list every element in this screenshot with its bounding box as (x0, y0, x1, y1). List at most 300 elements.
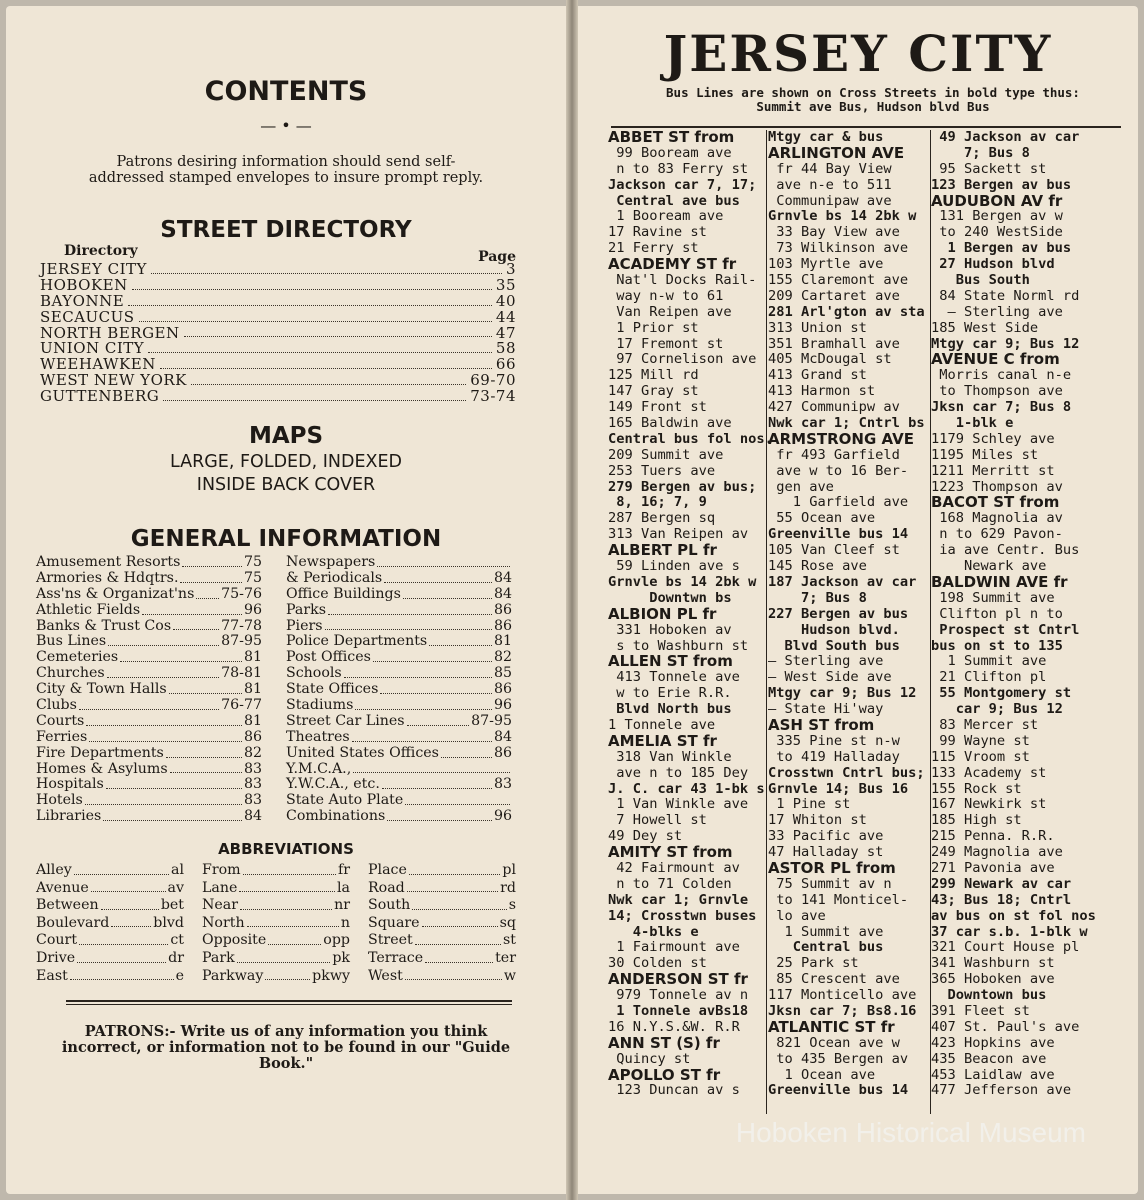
street-entry-line: 209 Summit ave (608, 446, 724, 463)
abbreviation-entry (202, 950, 350, 968)
abbreviation-word: Alley (36, 862, 72, 878)
street-entry-line: 271 Pavonia ave (931, 859, 1055, 876)
info-page: 86 (493, 744, 512, 761)
street-entry-line: 365 Hoboken ave (931, 971, 1055, 988)
street-entry-line: 21 Ferry st (608, 240, 699, 257)
abbreviation-word: Avenue (36, 879, 89, 896)
info-name: Amusement Resorts (36, 554, 181, 570)
info-entry (36, 809, 262, 825)
street-entry-line: 427 Communipw av (768, 399, 900, 416)
street-entry-line: 43; Bus 18; Cntrl (931, 891, 1072, 908)
street-entry-line: 17 Fremont st (608, 335, 724, 352)
street-entry-line: 979 Tonnele av n (608, 987, 749, 1004)
street-entry-line: bus on st to 135 (931, 637, 1063, 654)
abbreviation-value: pk (332, 949, 350, 966)
info-page: 81 (243, 649, 262, 666)
info-entry (286, 730, 512, 746)
info-page: 76-77 (221, 697, 262, 714)
general-info-left-column (36, 555, 262, 825)
street-entry-line: av bus on st fol nos (931, 907, 1096, 924)
street-entry-line: fr 44 Bay View (768, 160, 892, 177)
street-entry-line: Mtgy car & bus (768, 129, 884, 145)
info-page: 78-81 (221, 665, 262, 682)
info-page: 84 (493, 569, 512, 586)
street-entry-line: 215 Penna. R.R. (931, 828, 1055, 845)
street-entry-line: Grnvle bs 14 2bk w (608, 573, 757, 590)
info-name: Stadiums (286, 697, 354, 714)
street-entry-line: 73 Wilkinson ave (768, 240, 909, 257)
street-entry-line: 185 High st (931, 812, 1022, 829)
info-entry (36, 777, 262, 793)
dot-leader (184, 326, 492, 338)
street-entry-line: 21 Clifton pl (931, 669, 1047, 686)
info-name: Piers (286, 617, 323, 634)
abbreviation-word: Place (368, 862, 407, 878)
street-entry-line: w to Erie R.R. (608, 685, 732, 702)
abbreviation-entry (36, 862, 184, 880)
street-entry-heading: AUDUBON AV fr (931, 191, 1063, 210)
dot-leader (325, 619, 492, 631)
street-entry-line: gen ave (768, 478, 834, 495)
jersey-city-page (578, 6, 1138, 1194)
footer-rule (66, 1000, 512, 1005)
abbreviation-entry (36, 880, 184, 898)
street-entry-line: 37 car s.b. 1-blk w (931, 923, 1088, 940)
info-entry (36, 714, 262, 730)
street-column-2 (768, 130, 933, 1099)
abbreviations-column-2 (202, 862, 350, 985)
street-entry-line: to 141 Monticel- (768, 891, 909, 908)
street-entry-line: 33 Bay View ave (768, 224, 900, 241)
street-entry-line: 49 Jackson av car (931, 129, 1080, 145)
info-name: Courts (36, 712, 85, 729)
street-entry-heading: AMELIA ST fr (608, 731, 717, 750)
abbreviation-entry (368, 862, 516, 880)
street-entry-line: Greenville bus 14 (768, 1082, 909, 1099)
info-name: Bus Lines (36, 633, 107, 650)
street-entry-line: 1 Prior st (608, 319, 699, 336)
street-entry-line: ia ave Centr. Bus (931, 542, 1080, 559)
street-directory-title: STREET DIRECTORY (160, 217, 412, 243)
abbreviation-entry (202, 897, 350, 915)
street-entry-line: 279 Bergen av bus; (608, 478, 757, 495)
contents-page (6, 6, 566, 1194)
abbreviation-entry (368, 932, 516, 950)
street-entry-heading: BACOT ST from (931, 493, 1060, 512)
info-entry (36, 730, 262, 746)
dot-leader (151, 262, 502, 274)
street-entry-line: Jksn car 7; Bus 8 (931, 399, 1072, 416)
info-entry (286, 809, 512, 825)
dot-leader (239, 880, 335, 893)
street-entry-line: 331 Hoboken av (608, 621, 732, 638)
street-entry-line: 281 Arl'gton av sta (768, 303, 925, 320)
info-name: Post Offices (286, 649, 371, 666)
directory-page: 73-74 (470, 387, 516, 406)
info-page: 77-78 (221, 617, 262, 634)
street-entry-line: 405 McDougal st (768, 351, 892, 368)
dot-leader (243, 862, 336, 875)
street-entry-line: — West Side ave (768, 669, 892, 686)
street-entry-line: 115 Vroom st (931, 748, 1030, 765)
general-info-right-column (286, 555, 512, 825)
street-entry-line: 123 Duncan av s (608, 1082, 740, 1099)
info-name: Y.M.C.A., (286, 760, 352, 777)
street-entry-line: 42 Fairmount av (608, 859, 740, 876)
directory-name: BAYONNE (40, 291, 125, 310)
dot-leader (101, 897, 159, 910)
dot-leader (268, 932, 321, 945)
abbreviation-word: Terrace (368, 949, 424, 966)
street-entry-line: 99 Booream ave (608, 144, 732, 161)
street-entry-line: 413 Grand st (768, 367, 867, 384)
info-entry (286, 762, 512, 778)
street-entry-line: 131 Bergen av w (931, 208, 1063, 225)
abbreviation-entry (368, 950, 516, 968)
info-entry (36, 746, 262, 762)
street-entry-line: Grnvle 14; Bus 16 (768, 780, 909, 797)
info-page: 83 (493, 776, 512, 793)
street-entry-line: 1223 Thompson av (931, 478, 1063, 495)
street-entry-line: 165 Baldwin ave (608, 415, 732, 432)
street-entry-heading: ABBET ST from (608, 128, 735, 146)
dot-leader (328, 603, 492, 615)
abbreviation-word: Park (202, 949, 235, 966)
info-entry (286, 682, 512, 698)
abbreviation-entry (36, 897, 184, 915)
street-entry-line: 97 Cornelison ave (608, 351, 757, 368)
dot-leader (128, 294, 492, 306)
street-entry-line: Central ave bus (608, 192, 740, 209)
street-entry-line: 25 Park st (768, 955, 859, 972)
info-page: 82 (243, 744, 262, 761)
street-entry-line: 391 Fleet st (931, 1002, 1030, 1019)
street-entry-line: 149 Front st (608, 399, 707, 416)
info-name: Schools (286, 665, 342, 682)
dot-leader (142, 603, 242, 615)
street-column-3 (931, 130, 1111, 1099)
street-entry-line: 1 Bergen av bus (931, 240, 1072, 257)
street-entry-line: Central bus fol nos. (608, 430, 773, 447)
abbreviation-word: South (368, 897, 411, 914)
abbreviation-word: Between (36, 897, 99, 914)
info-page: 81 (493, 633, 512, 650)
street-column-1 (608, 130, 778, 1099)
info-page: 75-76 (221, 585, 262, 602)
directory-page: 69-70 (470, 371, 516, 390)
bus-note-line-2: Summit ave Bus, Hudson blvd Bus (756, 99, 990, 114)
street-entry-line: 1-blk e (931, 415, 1014, 432)
abbreviation-word: Parkway (202, 967, 264, 984)
street-entry-line: 1 Van Winkle ave (608, 796, 749, 813)
street-entry-line: 14; Crosstwn buses (608, 907, 757, 924)
info-page: 82 (493, 649, 512, 666)
street-entry-line: 75 Summit av n (768, 875, 892, 892)
street-entry-line: 1 Pine st (768, 796, 851, 813)
directory-page: 44 (495, 307, 516, 326)
street-entry-line: lo ave (768, 907, 826, 924)
info-entry (36, 762, 262, 778)
info-name: Hotels (36, 792, 83, 809)
abbreviation-word: Road (368, 879, 405, 896)
book-spine (566, 0, 578, 1200)
dot-leader (441, 746, 492, 758)
directory-name: WEST NEW YORK (40, 371, 187, 390)
street-entry-line: way n-w to 61 (608, 287, 724, 304)
maps-text (6, 451, 566, 497)
street-entry-line: 17 Ravine st (608, 224, 707, 241)
info-name: Ferries (36, 728, 88, 745)
street-entry-heading: ANDERSON ST fr (608, 970, 748, 989)
street-entry-heading: BALDWIN AVE fr (931, 572, 1068, 591)
patrons-footer: PATRONS:- Write us of any information you think incorrect, or information not to be found in our "Guide Book." (61, 1023, 511, 1072)
dot-leader (108, 634, 219, 646)
street-entry-line: 477 Jefferson ave (931, 1082, 1072, 1099)
street-entry-line: Quincy st (608, 1050, 691, 1067)
dot-leader (120, 650, 242, 662)
info-entry (286, 555, 512, 571)
street-entry-line: 313 Van Reipen av (608, 526, 749, 543)
info-name: Parks (286, 601, 327, 618)
abbreviation-word: Lane (202, 879, 238, 896)
abbreviation-value: sq (499, 914, 516, 931)
dot-leader (407, 714, 470, 726)
street-entry-line: 198 Summit ave (931, 589, 1055, 606)
info-name: Armories & Hdqtrs. (36, 569, 179, 586)
info-page: 87-95 (471, 712, 512, 729)
street-entry-line: 1 Booream ave (608, 208, 724, 225)
abbreviation-value: blvd (153, 914, 184, 931)
page-column-label: Page (478, 249, 516, 265)
info-entry (286, 619, 512, 635)
street-entry-line: fr 493 Garfield (768, 446, 900, 463)
street-entry-line: Prospect st Cntrl (931, 621, 1080, 638)
dot-leader (103, 809, 242, 821)
street-entry-line: 1 Tonnele avBs18 (608, 1002, 749, 1019)
street-entry-line: Mtgy car 9; Bus 12 (768, 685, 917, 702)
street-entry-line: 83 Mercer st (931, 716, 1039, 733)
maps-title: MAPS (248, 423, 324, 449)
dot-leader (163, 389, 466, 401)
street-entry-line: Blvd South bus (768, 637, 900, 654)
dot-leader (403, 587, 492, 599)
info-name: State Auto Plate (286, 792, 404, 809)
dot-leader (412, 897, 506, 910)
street-entry-line: 7; Bus 8 (931, 144, 1030, 161)
street-entry-line: Jksn car 7; Bs8.16 (768, 1002, 917, 1019)
abbreviation-entry (368, 915, 516, 933)
street-entry-heading: ACADEMY ST fr (608, 255, 737, 274)
street-entry-line: 155 Rock st (931, 780, 1022, 797)
abbreviation-word: Square (368, 914, 420, 931)
street-entry-line: ave n-e to 511 (768, 176, 892, 193)
info-name: Combinations (286, 808, 386, 825)
directory-header (64, 243, 516, 265)
directory-column-label: Directory (64, 243, 138, 259)
street-entry-line: Hudson blvd. (768, 621, 900, 638)
street-entry-line: 249 Magnolia ave (931, 844, 1063, 861)
info-page: 86 (243, 728, 262, 745)
dot-leader (355, 698, 492, 710)
abbreviation-value: dr (168, 949, 184, 966)
dot-leader (86, 714, 242, 726)
dot-leader (106, 777, 242, 789)
info-name: Theatres (286, 728, 350, 745)
directory-name: HOBOKEN (40, 275, 128, 294)
directory-page: 66 (495, 355, 516, 374)
abbreviation-value: w (503, 967, 516, 984)
abbreviation-entry (202, 915, 350, 933)
info-entry (36, 682, 262, 698)
info-entry (286, 603, 512, 619)
abbreviation-entry (36, 915, 184, 933)
info-name: City & Town Halls (36, 681, 167, 698)
abbreviation-word: Drive (36, 949, 76, 966)
dot-leader (139, 310, 492, 322)
dot-leader (422, 915, 498, 928)
info-entry (286, 650, 512, 666)
street-entry-line: Greenville bus 14 (768, 526, 909, 543)
street-entry-line: 435 Beacon ave (931, 1050, 1047, 1067)
info-entry (36, 619, 262, 635)
info-name: Churches (36, 665, 105, 682)
dot-leader (405, 793, 510, 805)
street-entry-line: 1179 Schley ave (931, 430, 1055, 447)
street-entry-heading: APOLLO ST fr (608, 1065, 721, 1084)
street-entry-line: 16 N.Y.S.&W. R.R (608, 1018, 740, 1035)
street-entry-line: 1 Summit ave (931, 653, 1047, 670)
abbreviation-entry (368, 880, 516, 898)
street-entry-line: n to 71 Colden (608, 875, 732, 892)
street-entry-line: 167 Newkirk st (931, 796, 1047, 813)
info-name: Ass'ns & Organizat'ns (36, 585, 195, 602)
street-entry-heading: ALBERT PL fr (608, 541, 717, 560)
street-entry-line: 1195 Miles st (931, 446, 1039, 463)
dot-leader (79, 932, 168, 945)
street-entry-line: 413 Tonnele ave (608, 669, 740, 686)
abbreviation-word: Boulevard (36, 914, 110, 931)
info-page: 84 (493, 585, 512, 602)
museum-watermark: Hoboken Historical Museum (735, 1117, 1086, 1148)
street-entry-line: 117 Monticello ave (768, 987, 917, 1004)
abbreviation-entry (202, 932, 350, 950)
street-entry-line: Morris canal n-e (931, 367, 1072, 384)
info-name: Police Departments (286, 633, 428, 650)
dot-leader (85, 793, 242, 805)
street-entry-line: Newark ave (931, 558, 1047, 575)
info-page: 81 (243, 712, 262, 729)
street-entry-line: 321 Court House pl (931, 939, 1080, 956)
contents-title: CONTENTS (204, 76, 368, 107)
info-page: 85 (493, 665, 512, 682)
street-entry-line: 84 State Norml rd (931, 287, 1080, 304)
street-entry-heading: ATLANTIC ST fr (768, 1017, 895, 1036)
dot-leader (77, 950, 166, 963)
dot-leader (89, 730, 242, 742)
info-entry (286, 714, 512, 730)
dot-leader (425, 950, 493, 963)
abbreviation-value: av (167, 879, 184, 896)
dot-leader (240, 897, 332, 910)
street-entry-line: 351 Bramhall ave (768, 335, 900, 352)
directory-page: 58 (495, 339, 516, 358)
street-entry-line: to 435 Bergen av (768, 1050, 909, 1067)
abbreviation-value: rd (500, 879, 516, 896)
abbreviation-value: ct (170, 932, 184, 949)
street-entry-line: 1 Garfield ave (768, 494, 909, 511)
title-divider: — • — (260, 116, 312, 135)
street-entry-line: 33 Pacific ave (768, 828, 884, 845)
info-entry (286, 777, 512, 793)
abbreviation-entry (36, 950, 184, 968)
street-entry-line: 17 Whiton st (768, 812, 867, 829)
directory-name: WEEHAWKEN (40, 355, 156, 374)
info-name: United States Offices (286, 744, 439, 761)
street-entry-line: 133 Academy st (931, 764, 1047, 781)
info-entry (36, 698, 262, 714)
street-entry-line: to 419 Halladay (768, 748, 900, 765)
street-entry-line: to 240 WestSide (931, 224, 1063, 241)
street-entry-line: ave n to 185 Dey (608, 764, 749, 781)
info-entry (286, 571, 512, 587)
info-name: Fire Departments (36, 744, 164, 761)
info-page: 84 (493, 728, 512, 745)
street-entry-line: 99 Wayne st (931, 732, 1030, 749)
street-entry-line: 313 Union st (768, 319, 867, 336)
abbreviation-word: From (202, 862, 241, 878)
street-entry-line: 287 Bergen sq (608, 510, 716, 527)
dot-leader (170, 762, 242, 774)
street-entry-line: Blvd North bus (608, 701, 732, 718)
street-entry-line: — Sterling ave (768, 653, 884, 670)
dot-leader (344, 666, 492, 678)
dot-leader (132, 278, 492, 290)
info-entry (36, 603, 262, 619)
directory-name: UNION CITY (40, 339, 145, 358)
street-entry-line: 1211 Merritt st (931, 462, 1055, 479)
street-entry-line: 47 Halladay st (768, 844, 884, 861)
street-entry-line: 821 Ocean ave w (768, 1034, 900, 1051)
abbreviation-entry (36, 932, 184, 950)
info-page: 83 (243, 760, 262, 777)
street-entry-line: 209 Cartaret ave (768, 287, 900, 304)
directory-page: 47 (495, 323, 516, 342)
street-entry-line: car 9; Bus 12 (931, 701, 1063, 718)
abbreviation-word: Opposite (202, 932, 267, 949)
abbreviation-value: pkwy (312, 967, 350, 984)
dot-leader (382, 777, 492, 789)
street-entry-line: 453 Laidlaw ave (931, 1066, 1055, 1083)
info-name: & Periodicals (286, 569, 383, 586)
directory-page: 3 (505, 260, 516, 278)
maps-line-1: LARGE, FOLDED, INDEXED (169, 452, 403, 472)
street-entry-line: Mtgy car 9; Bus 12 (931, 335, 1080, 352)
street-entry-line: 185 West Side (931, 319, 1039, 336)
abbreviation-word: Street (368, 932, 413, 949)
dot-leader (169, 682, 242, 694)
info-page: 86 (493, 617, 512, 634)
dot-leader (265, 968, 310, 981)
abbreviation-value: st (503, 932, 516, 949)
info-name: Y.W.C.A., etc. (286, 776, 380, 793)
bus-note-line-1: Bus Lines are shown on Cross Streets in bold type thus: (666, 85, 1080, 100)
street-entry-line: Nwk car 1; Cntrl bs (768, 415, 925, 432)
street-entry-line: Van Reipen ave (608, 303, 732, 320)
info-page: 84 (243, 808, 262, 825)
abbreviation-entry (36, 968, 184, 986)
info-name: Newspapers (286, 554, 376, 570)
info-page: 81 (243, 681, 262, 698)
